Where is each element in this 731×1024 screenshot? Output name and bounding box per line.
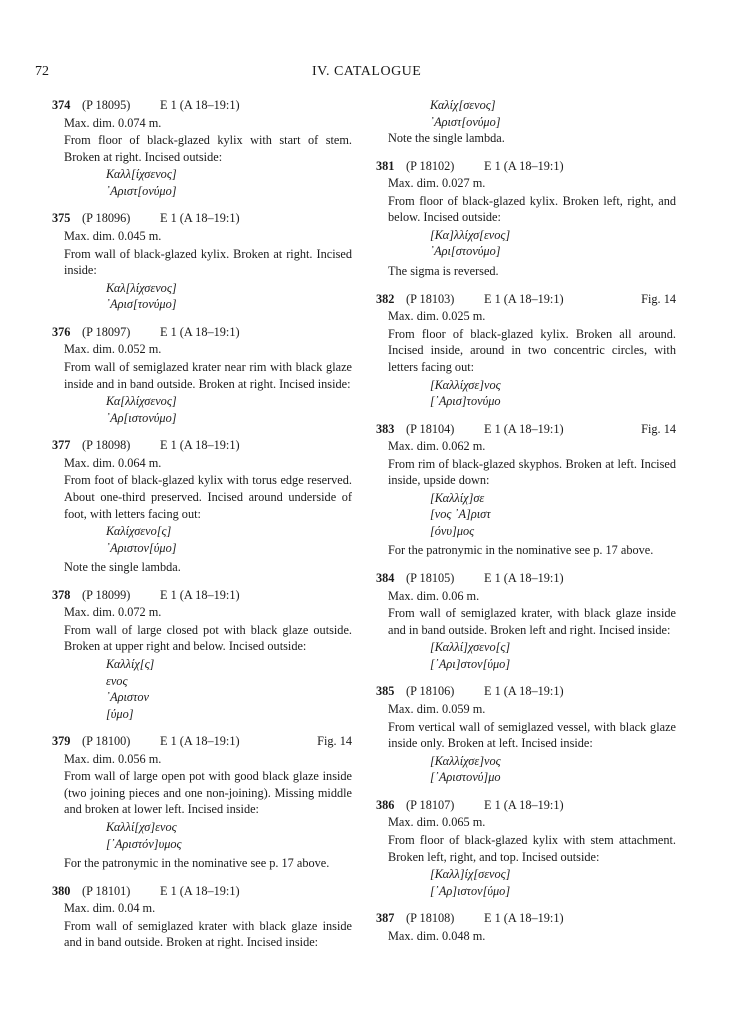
description: From wall of large closed pot with black glaze outside. Broken at upper right and below. Incised outside: [64,622,352,654]
inscription-line: Καλίχσενο[ς] [106,524,172,539]
entry-header [376,570,676,587]
max-dimension: Max. dim. 0.052 m. [64,342,162,357]
inscription [64,523,352,556]
inventory-number: (P 18100) [82,734,131,749]
max-dimension: Max. dim. 0.065 m. [388,815,486,830]
catalogue-entry-385 [376,683,676,785]
entry-header [376,797,676,814]
catalogue-entry-383 [376,421,676,559]
inventory-number: (P 18096) [82,211,131,226]
inventory-number: (P 18102) [406,158,455,173]
description: From floor of black-glazed kylix. Broken left, right, and below. Incised outside: [388,193,676,225]
inscription-line: [Καλλ]ίχ[σενος] [430,867,511,882]
description: From floor of black-glazed kylix with start of stem. Broken at right. Incised outside: [64,133,352,164]
catalogue-entry-381 [376,158,676,280]
entry-header [52,883,352,900]
inscription-line: Καλίχ[σενος] [430,98,496,112]
inscription-line: Κα[λλίχσενος] [106,394,177,409]
inscription-line: Καλ[λίχσενος] [106,280,177,295]
entry-number: 380 [52,883,71,898]
catalogue-entry-378 [52,587,352,722]
inventory-number: (P 18108) [406,911,455,926]
context: E 1 (A 18–19:1) [160,587,240,602]
note: For the patronymic in the nominative see p. 17 above. [64,856,330,871]
inventory-number: (P 18099) [82,587,131,602]
entry-header [376,291,676,308]
description: From wall of semiglazed krater, with black glaze inside and in band outside. Broken left and right. Incised inside: [388,606,676,637]
catalogue-entry-387 [376,910,676,944]
inventory-number: (P 18107) [406,797,455,812]
inscription [64,393,352,426]
entry-number: 379 [52,734,71,749]
note: For the patronymic in the nominative see p. 17 above. [388,543,654,558]
context: E 1 (A 18–19:1) [160,324,240,339]
inscription-line: ᾿Αριστον[ύμο] [106,540,177,555]
inscription-line: ᾿Αριστ[ονύμο] [430,114,501,129]
description: From floor of black-glazed kylix. Broken all around. Incised inside, around in two concentric circles, with letters facing out: [388,326,676,374]
inscription [388,866,676,899]
inventory-number: (P 18095) [82,98,131,112]
context: E 1 (A 18–19:1) [160,211,240,226]
right-column [376,97,676,955]
context: E 1 (A 18–19:1) [484,291,564,306]
entry-number: 383 [376,421,395,436]
inscription-line: [Καλλί]χσενο[ς] [430,640,511,655]
entry-header [52,437,352,454]
max-dimension: Max. dim. 0.072 m. [64,605,162,620]
entry-number: 386 [376,797,395,812]
inscription-line: [νος ᾿Α]ριστ [430,507,491,522]
context: E 1 (A 18–19:1) [160,883,240,898]
continued-note: Note the single lambda. [388,131,505,145]
context: E 1 (A 18–19:1) [484,571,564,585]
description: From wall of semiglazed krater with black glaze inside and in band outside. Broken at right. Incised inside: [64,918,352,950]
inscription [388,639,676,672]
entry-header [52,97,352,114]
inscription-line: [᾿Αρ]ιστον[ύμο] [430,883,511,898]
context: E 1 (A 18–19:1) [484,911,564,926]
inscription-line: [ύμο] [106,706,134,721]
entry-number: 381 [376,158,395,173]
max-dimension: Max. dim. 0.074 m. [64,115,162,130]
catalogue-entry-386 [376,797,676,899]
entry-header [52,324,352,341]
entry-number: 377 [52,438,71,453]
max-dimension: Max. dim. 0.048 m. [388,928,486,943]
entry-header [376,158,676,175]
entry-number: 378 [52,587,71,602]
inscription-line: ᾿Αριστ[ονύμο] [106,183,177,198]
page-number: 72 [35,64,49,79]
catalogue-entry-380 [52,883,352,951]
catalogue-entry-377 [52,437,352,576]
inscription-line: Καλλ[ίχσενος] [106,167,177,182]
catalogue-entry-384 [376,570,676,672]
context: E 1 (A 18–19:1) [484,158,564,173]
inventory-number: (P 18103) [406,291,455,306]
inscription-line: [᾿Αρισ]τονύμο [430,394,501,409]
description: From wall of large open pot with good black glaze inside (two joining pieces and one non-joining). Missing middle and broken at lower left. Incised inside: [64,769,352,817]
max-dimension: Max. dim. 0.064 m. [64,455,162,470]
inscription-line: Καλλί[χσ]ενος [106,820,177,835]
figure-reference: Fig. 14 [317,734,352,749]
left-column [52,97,352,962]
description: From wall of semiglazed krater near rim with black glaze inside and in band outside. Broken at right. Incised inside: [64,359,352,391]
max-dimension: Max. dim. 0.027 m. [388,176,486,191]
entry-header [376,910,676,927]
catalogue-entry-374 [52,97,352,199]
continued-inscription [376,97,676,130]
inventory-number: (P 18097) [82,324,131,339]
figure-reference: Fig. 14 [641,291,676,306]
catalogue-entry-376 [52,324,352,426]
max-dimension: Max. dim. 0.045 m. [64,228,162,243]
description: From rim of black-glazed skyphos. Broken at left. Incised inside, upside down: [388,456,676,488]
inscription-line: ᾿Αρισ[τονύμο] [106,297,177,312]
max-dimension: Max. dim. 0.059 m. [388,701,486,716]
inscription-line: ᾿Αρ[ιστονύμο] [106,410,177,425]
inscription-line: [᾿Αριστόν]υμος [106,836,182,851]
description: From wall of black-glazed kylix. Broken at right. Incised inside: [64,246,352,278]
inventory-number: (P 18101) [82,883,131,898]
inscription-line: ᾿Αριστον [106,690,149,705]
inscription-line: [Καλλίχσε]νος [430,753,501,768]
entry-header [52,210,352,227]
inscription-line: ᾿Αρι[στονύμο] [430,244,501,259]
entry-header [52,587,352,604]
running-head: IV. CATALOGUE [312,64,422,79]
figure-reference: Fig. 14 [641,421,676,436]
inscription-line: [Καλλίχ]σε [430,490,485,505]
entry-number: 387 [376,911,395,926]
max-dimension: Max. dim. 0.062 m. [388,439,486,454]
note: Note the single lambda. [64,560,181,575]
max-dimension: Max. dim. 0.025 m. [388,309,486,324]
context: E 1 (A 18–19:1) [484,684,564,699]
inscription [64,819,352,852]
catalogue-entry-382 [376,291,676,410]
catalogue-entry-375 [52,210,352,312]
inscription-line: [᾿Αριστονύ]μο [430,770,501,785]
catalogue-entry-379 [52,733,352,872]
inventory-number: (P 18105) [406,571,455,585]
context: E 1 (A 18–19:1) [160,734,240,749]
inscription-line: Καλλίχ[ς] [106,657,155,672]
entry-number: 382 [376,291,395,306]
entry-number: 385 [376,684,395,699]
inscription [388,490,676,540]
note: The sigma is reversed. [388,263,499,278]
entry-number: 375 [52,211,71,226]
context: E 1 (A 18–19:1) [160,98,240,112]
max-dimension: Max. dim. 0.04 m. [64,901,156,916]
inscription-line: [όνυ]μος [430,523,475,538]
entry-number: 374 [52,98,71,112]
inscription-line: ενος [106,673,128,688]
inscription-line: [Καλλίχσε]νος [430,377,501,392]
description: From foot of black-glazed kylix with torus edge reserved. About one-third preserved. Incised around underside of foot, with letters facing out: [64,473,352,521]
description: From vertical wall of semiglazed vessel, with black glaze inside only. Broken at left. Incised inside: [388,719,676,751]
description: From floor of black-glazed kylix with stem attachment. Broken left, right, and top. Incised outside: [388,832,676,864]
entry-number: 384 [376,571,395,585]
max-dimension: Max. dim. 0.056 m. [64,751,162,766]
inscription [388,227,676,260]
entry-header [52,733,352,750]
context: E 1 (A 18–19:1) [484,797,564,812]
inventory-number: (P 18106) [406,684,455,699]
entry-header [376,421,676,438]
context: E 1 (A 18–19:1) [484,421,564,436]
context: E 1 (A 18–19:1) [160,438,240,453]
inscription [64,656,352,722]
inscription [64,280,352,313]
inscription-line: [Κα]λλίχσ[ενος] [430,227,511,242]
inscription [388,753,676,786]
inventory-number: (P 18104) [406,421,455,436]
inscription [64,166,352,199]
inventory-number: (P 18098) [82,438,131,453]
inscription-line: [᾿Αρι]στον[ύμο] [430,656,511,671]
entry-header [376,683,676,700]
entry-number: 376 [52,324,71,339]
max-dimension: Max. dim. 0.06 m. [388,588,480,603]
inscription [388,377,676,410]
